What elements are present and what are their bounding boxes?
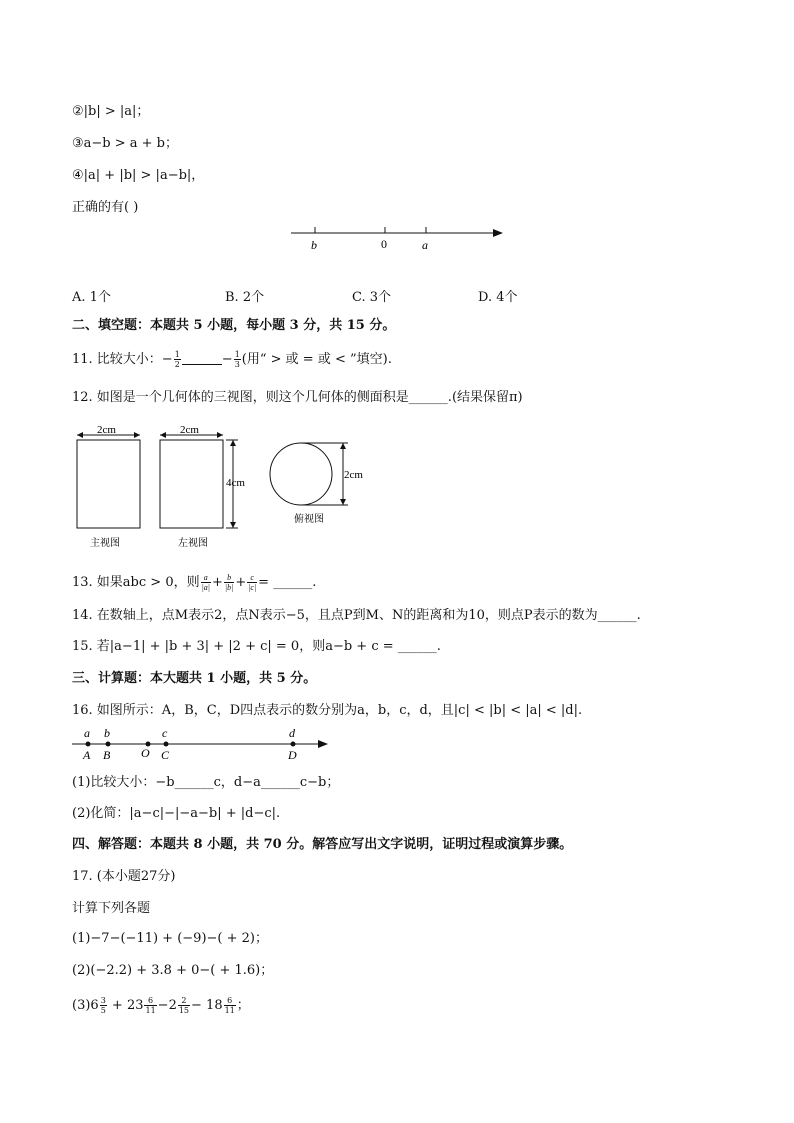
q11-fraction-2: $\frac{1}{3}$ <box>234 350 240 369</box>
side-width-label: 2cm <box>180 424 199 436</box>
q17-p3-fraction-3: $\frac{2}{15}$ <box>178 996 190 1015</box>
q16-point-A: A <box>83 748 91 762</box>
q17-p3-mid-3: − 18 <box>191 998 223 1013</box>
q11-minus: − <box>221 352 233 367</box>
section-3-heading: 三、计算题：本大题共 1 小题，共 5 分。 <box>72 671 317 686</box>
q17-intro: 计算下列各题 <box>72 901 151 916</box>
q11-suffix: (用“ > 或 = 或 < ”填空). <box>241 352 392 367</box>
option-b: B. 2个 <box>225 290 265 305</box>
q17-p3-mid-2: −2 <box>157 998 177 1013</box>
q16-label-d: d <box>289 726 295 740</box>
q16-part-2: (2)化简：|a−c|−|−a−b| + |d−c|. <box>72 806 281 821</box>
q13-fraction-b: $\frac{b}{|b|}$ <box>224 573 234 592</box>
top-view-label: 俯视图 <box>294 514 324 525</box>
q16-label-c: c <box>162 726 168 740</box>
q16-point-B: B <box>103 748 111 762</box>
q13-fraction-a: $\frac{a}{|a|}$ <box>201 573 210 592</box>
q10-item-4: ④|a| + |b| > |a−b|， <box>72 168 205 183</box>
q16-point-O: O <box>141 746 150 760</box>
side-view-label: 左视图 <box>178 538 208 549</box>
q10-label-a: a <box>422 238 428 252</box>
q10-options <box>72 286 552 304</box>
q11 <box>72 350 392 369</box>
front-width-label: 2cm <box>97 424 116 436</box>
q15: 15. 若|a−1| + |b + 3| + |2 + c| = 0，则a−b + c = ______. <box>72 639 441 654</box>
q12-text: 12. 如图是一个几何体的三视图，则这个几何体的侧面积是______.(结果保留π) <box>72 390 523 405</box>
q13-plus-1: + <box>212 575 223 590</box>
q16-part-1: (1)比较大小：−b______c，d−a______c−b； <box>72 775 340 790</box>
q16-label-b: b <box>104 726 110 740</box>
section-4-heading: 四、解答题：本题共 8 小题，共 70 分。解答应写出文字说明，证明过程或演算步骤。 <box>72 837 573 852</box>
q10-item-2: ②|b| > |a|； <box>72 104 150 119</box>
q10-number-line <box>285 220 515 256</box>
side-height-label: 4cm <box>226 477 245 489</box>
section-2-heading: 二、填空题：本题共 5 小题，每小题 3 分，共 15 分。 <box>72 318 396 333</box>
q16-point-C: C <box>161 748 170 762</box>
front-view-label: 主视图 <box>90 538 120 549</box>
option-c: C. 3个 <box>352 290 392 305</box>
q10-item-3: ③a−b > a + b； <box>72 136 179 151</box>
q11-blank[interactable] <box>182 352 222 365</box>
q17-part-1: (1)−7−(−11) + (−9)−( + 2)； <box>72 931 268 946</box>
q17-part-2: (2)(−2.2) + 3.8 + 0−( + 1.6)； <box>72 963 274 978</box>
q17-p3-fraction-2: $\frac{6}{11}$ <box>145 996 156 1015</box>
q17-header: 17. (本小题27分) <box>72 869 176 884</box>
q16-point-D: D <box>288 748 297 762</box>
q16-number-line <box>68 722 338 767</box>
q11-prefix: 11. 比较大小：− <box>72 352 173 367</box>
q13 <box>72 573 316 592</box>
q10-label-b: b <box>311 238 317 252</box>
q17-p3-fraction-4: $\frac{6}{11}$ <box>224 996 235 1015</box>
q17-p3-mid-1: + 23 <box>107 998 144 1013</box>
q13-suffix: = ______. <box>258 575 317 590</box>
q17-part-3 <box>72 996 250 1015</box>
q12-three-views <box>68 420 378 555</box>
q13-fraction-c: $\frac{c}{|c|}$ <box>248 573 257 592</box>
q17-p3-lead: (3)6 <box>72 998 99 1013</box>
option-a: A. 1个 <box>72 290 111 305</box>
q16-stem: 16. 如图所示：A，B，C，D四点表示的数分别为a，b，c，d，且|c| < |b| < |a| < |d|. <box>72 703 583 718</box>
option-d: D. 4个 <box>478 290 518 305</box>
q11-fraction-1: $\frac{1}{2}$ <box>174 350 180 369</box>
q10-label-zero: 0 <box>381 237 387 251</box>
q14: 14. 在数轴上，点M表示2，点N表示−5，且点P到M、N的距离和为10，则点P表示的数为______. <box>72 608 641 623</box>
q17-p3-end: ； <box>236 998 250 1013</box>
q13-plus-2: + <box>235 575 247 590</box>
q13-prefix: 13. 如果abc > 0，则 <box>72 575 200 590</box>
q17-p3-fraction-1: $\frac{3}{5}$ <box>100 996 106 1015</box>
top-diameter-label: 2cm <box>344 469 363 481</box>
q16-label-a: a <box>84 726 90 740</box>
q10-stem: 正确的有( ) <box>72 200 139 215</box>
